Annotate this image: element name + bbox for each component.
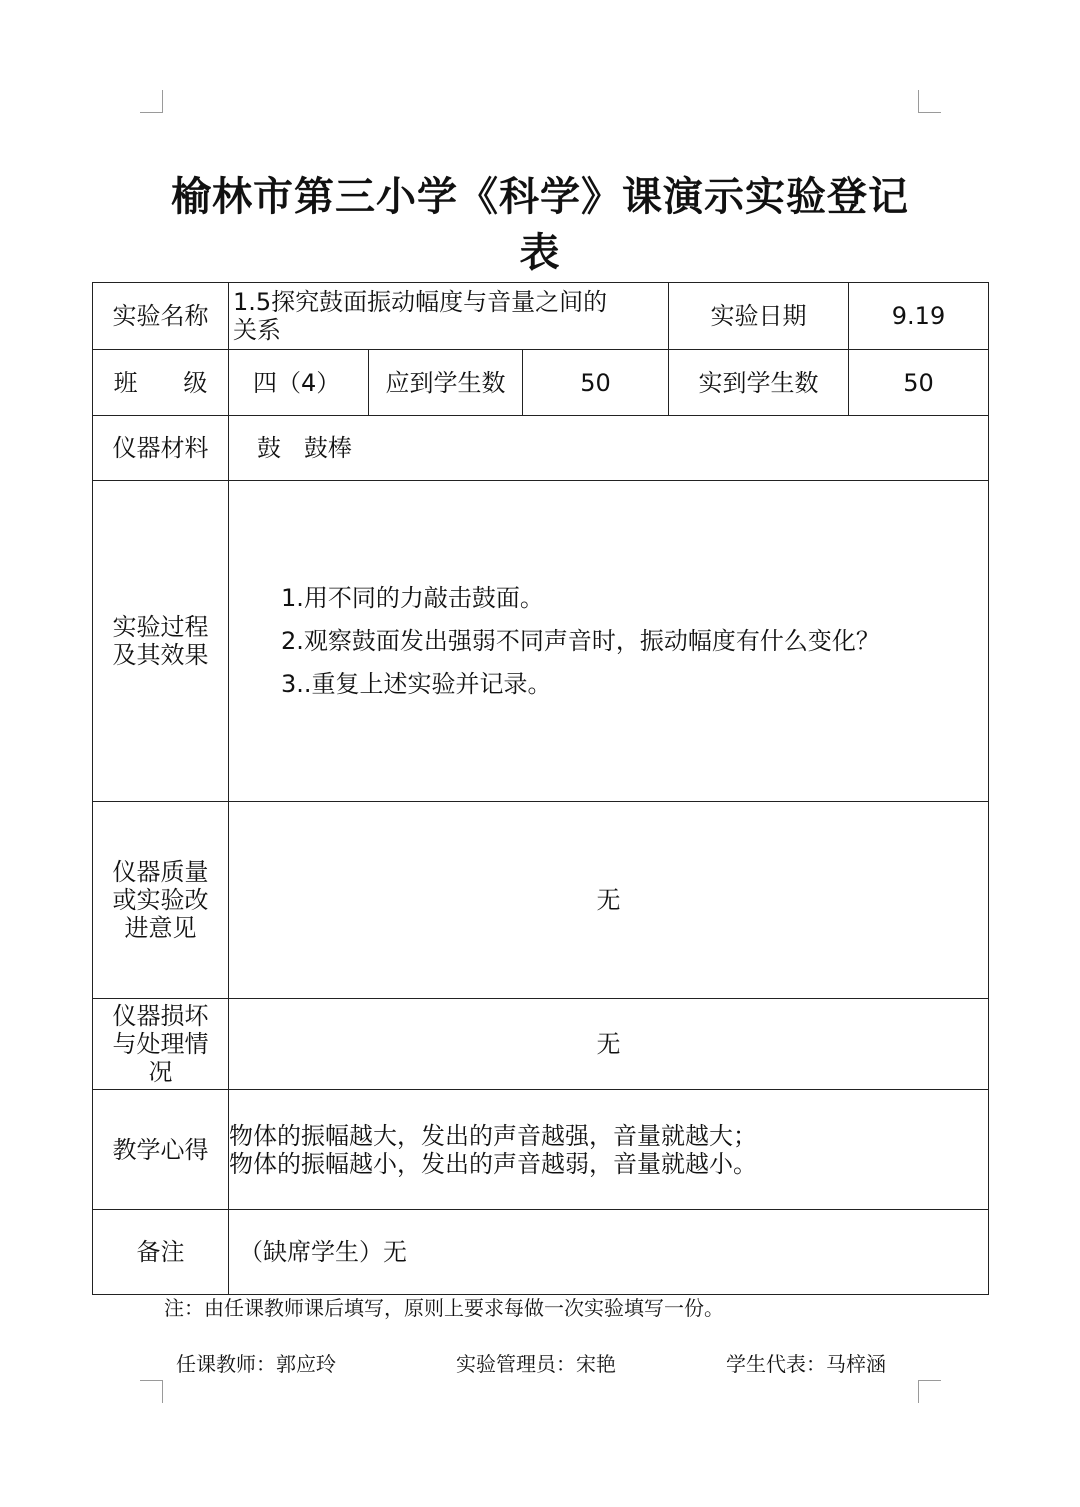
actual-students-label: 实到学生数 [669,350,849,416]
damage-label-line1: 仪器损坏 [112,1002,209,1030]
teaching-line2: 物体的振幅越小，发出的声音越弱，音量就越小。 [229,1149,757,1178]
actual-students-value: 50 [849,350,989,416]
table-row-process [93,481,989,802]
table-row-remarks [93,1210,989,1295]
table-row-experiment-name [93,283,989,350]
quality-value: 无 [229,802,989,999]
table-row-materials [93,416,989,481]
expected-students-label: 应到学生数 [369,350,523,416]
document-title-line1: 榆林市第三小学《科学》课演示实验登记 [171,174,909,220]
remarks-value: （缺席学生）无 [229,1210,989,1295]
class-value: 四（4） [229,350,369,416]
process-step-1: 1.用不同的力敲击鼓面。 [281,583,544,612]
damage-value: 无 [229,999,989,1090]
experiment-name-cell [229,283,669,350]
quality-label-line1: 仪器质量 [112,858,209,886]
quality-label [93,802,229,999]
experiment-name-line1: 1.5探究鼓面振动幅度与音量之间的 [233,288,608,316]
materials-label: 仪器材料 [93,416,229,481]
teaching-reflection-cell [229,1090,989,1210]
signature-lab-manager: 实验管理员：宋艳 [456,1352,616,1376]
table-row-class [93,350,989,416]
materials-value: 鼓 鼓棒 [229,416,989,481]
class-label: 班 级 [93,350,229,416]
table-row-damage [93,999,989,1090]
process-label-line2: 及其效果 [112,641,209,669]
table-row-teaching [93,1090,989,1210]
signature-teacher: 任课教师：郭应玲 [176,1352,336,1376]
expected-students-value: 50 [523,350,669,416]
remarks-label: 备注 [93,1210,229,1295]
quality-label-line3: 进意见 [124,914,197,942]
experiment-name-line2: 关系 [233,316,281,344]
table-footnote: 注：由任课教师课后填写，原则上要求每做一次实验填写一份。 [164,1296,724,1320]
process-step-3: 3..重复上述实验并记录。 [281,669,552,698]
quality-label-line2: 或实验改 [112,886,209,914]
teaching-line1: 物体的振幅越大，发出的声音越强，音量就越大； [229,1121,757,1150]
page-corner-mark-bottom-right [918,1380,941,1403]
experiment-date-label: 实验日期 [669,283,849,350]
signature-student-rep: 学生代表：马梓涵 [726,1352,886,1376]
table-row-quality [93,802,989,999]
process-step-2: 2.观察鼓面发出强弱不同声音时，振动幅度有什么变化？ [281,626,880,655]
damage-label [93,999,229,1090]
experiment-register-table [92,282,989,1295]
process-label [93,481,229,802]
damage-label-line2: 与处理情 [112,1030,209,1058]
teaching-label: 教学心得 [93,1090,229,1210]
page-corner-mark-top-right [918,90,941,113]
document-title-line2: 表 [519,230,561,276]
page-corner-mark-top-left [140,90,163,113]
page-corner-mark-bottom-left [140,1380,163,1403]
process-steps-cell [229,481,989,802]
damage-label-line3: 况 [148,1058,173,1086]
experiment-date-value: 9.19 [849,283,989,350]
process-label-line1: 实验过程 [112,613,209,641]
experiment-name-label: 实验名称 [93,283,229,350]
